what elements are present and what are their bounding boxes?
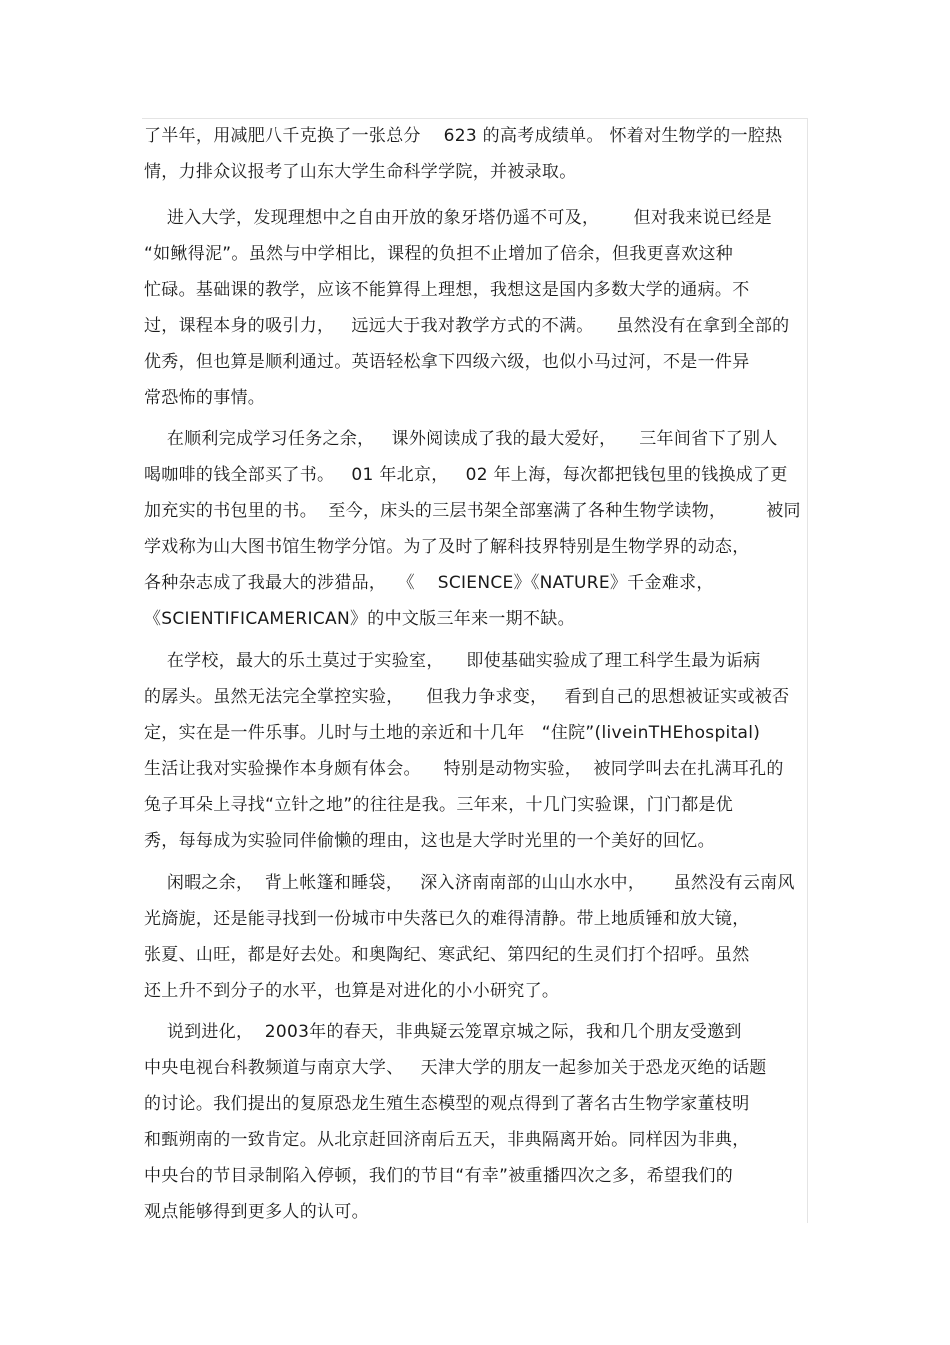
text-line: 优秀，但也算是顺利通过。英语轻松拿下四级六级，也似小马过河，不是一件异 xyxy=(144,352,750,372)
text-line: 中央电视台科教频道与南京大学、 天津大学的朋友一起参加关于恐龙灭绝的话题 xyxy=(144,1058,767,1078)
text-line: 忙碌。基础课的教学，应该不能算得上理想，我想这是国内多数大学的通病。不 xyxy=(144,280,750,300)
text-line: 闲暇之余， 背上帐篷和睡袋， 深入济南南部的山山水水中， 虽然没有云南风 xyxy=(144,873,795,893)
text-line: 生活让我对实验操作本身颇有体会。 特别是动物实验， 被同学叫去在扎满耳孔的 xyxy=(144,759,784,779)
text-line: 的孱头。虽然无法完全掌控实验， 但我力争求变， 看到自己的思想被证实或被否 xyxy=(144,687,790,707)
text-line: 了半年，用减肥八千克换了一张总分 623 的高考成绩单。 怀着对生物学的一腔热 xyxy=(144,126,783,146)
text-line: 各种杂志成了我最大的涉猎品， 《 SCIENCE》《NATURE》千金难求， xyxy=(144,573,714,593)
text-line: 常恐怖的事情。 xyxy=(144,388,266,408)
text-line: 张夏、山旺，都是好去处。和奥陶纪、寒武纪、第四纪的生灵们打个招呼。虽然 xyxy=(144,945,750,965)
text-line: 光旖旎，还是能寻找到一份城市中失落已久的难得清静。带上地质锤和放大镜， xyxy=(144,909,750,929)
text-line: 观点能够得到更多人的认可。 xyxy=(144,1202,369,1222)
text-line: 秀，每每成为实验同伴偷懒的理由，这也是大学时光里的一个美好的回忆。 xyxy=(144,831,715,851)
text-line: 《SCIENTIFICAMERICAN》的中文版三年来一期不缺。 xyxy=(144,609,575,629)
text-line: 定，实在是一件乐事。儿时与土地的亲近和十几年 “住院”(liveinTHEhospital) xyxy=(144,723,761,743)
text-line: “如鳅得泥”。虽然与中学相比，课程的负担不止增加了倍余，但我更喜欢这种 xyxy=(144,244,734,264)
text-line: 情，力排众议报考了山东大学生命科学学院，并被录取。 xyxy=(144,162,577,182)
text-line: 和甄朔南的一致肯定。从北京赶回济南后五天，非典隔离开始。同样因为非典， xyxy=(144,1130,750,1150)
text-line: 中央台的节目录制陷入停顿，我们的节目“有幸”被重播四次之多，希望我们的 xyxy=(144,1166,734,1186)
text-line: 进入大学，发现理想中之自由开放的象牙塔仍遥不可及， 但对我来说已经是 xyxy=(144,208,772,228)
text-line: 喝咖啡的钱全部买了书。 01 年北京， 02 年上海，每次都把钱包里的钱换成了更 xyxy=(144,465,788,485)
text-line: 过，课程本身的吸引力， 远远大于我对教学方式的不满。 虽然没有在拿到全部的 xyxy=(144,316,790,336)
text-line: 在学校，最大的乐土莫过于实验室， 即使基础实验成了理工科学生最为诟病 xyxy=(144,651,761,671)
text-line: 学戏称为山大图书馆生物学分馆。为了及时了解科技界特别是生物学界的动态， xyxy=(144,537,750,557)
text-line: 的讨论。我们提出的复原恐龙生殖生态模型的观点得到了著名古生物学家董枝明 xyxy=(144,1094,750,1114)
text-line: 在顺利完成学习任务之余， 课外阅读成了我的最大爱好， 三年间省下了别人 xyxy=(144,429,778,449)
text-line: 兔子耳朵上寻找“立针之地”的往往是我。三年来，十几门实验课，门门都是优 xyxy=(144,795,734,815)
text-line: 加充实的书包里的书。 至今，床头的三层书架全部塞满了各种生物学读物， 被同 xyxy=(144,501,801,521)
text-line: 说到进化， 2003年的春天，非典疑云笼罩京城之际，我和几个朋友受邀到 xyxy=(144,1022,742,1042)
text-line: 还上升不到分子的水平，也算是对进化的小小研究了。 xyxy=(144,981,560,1001)
